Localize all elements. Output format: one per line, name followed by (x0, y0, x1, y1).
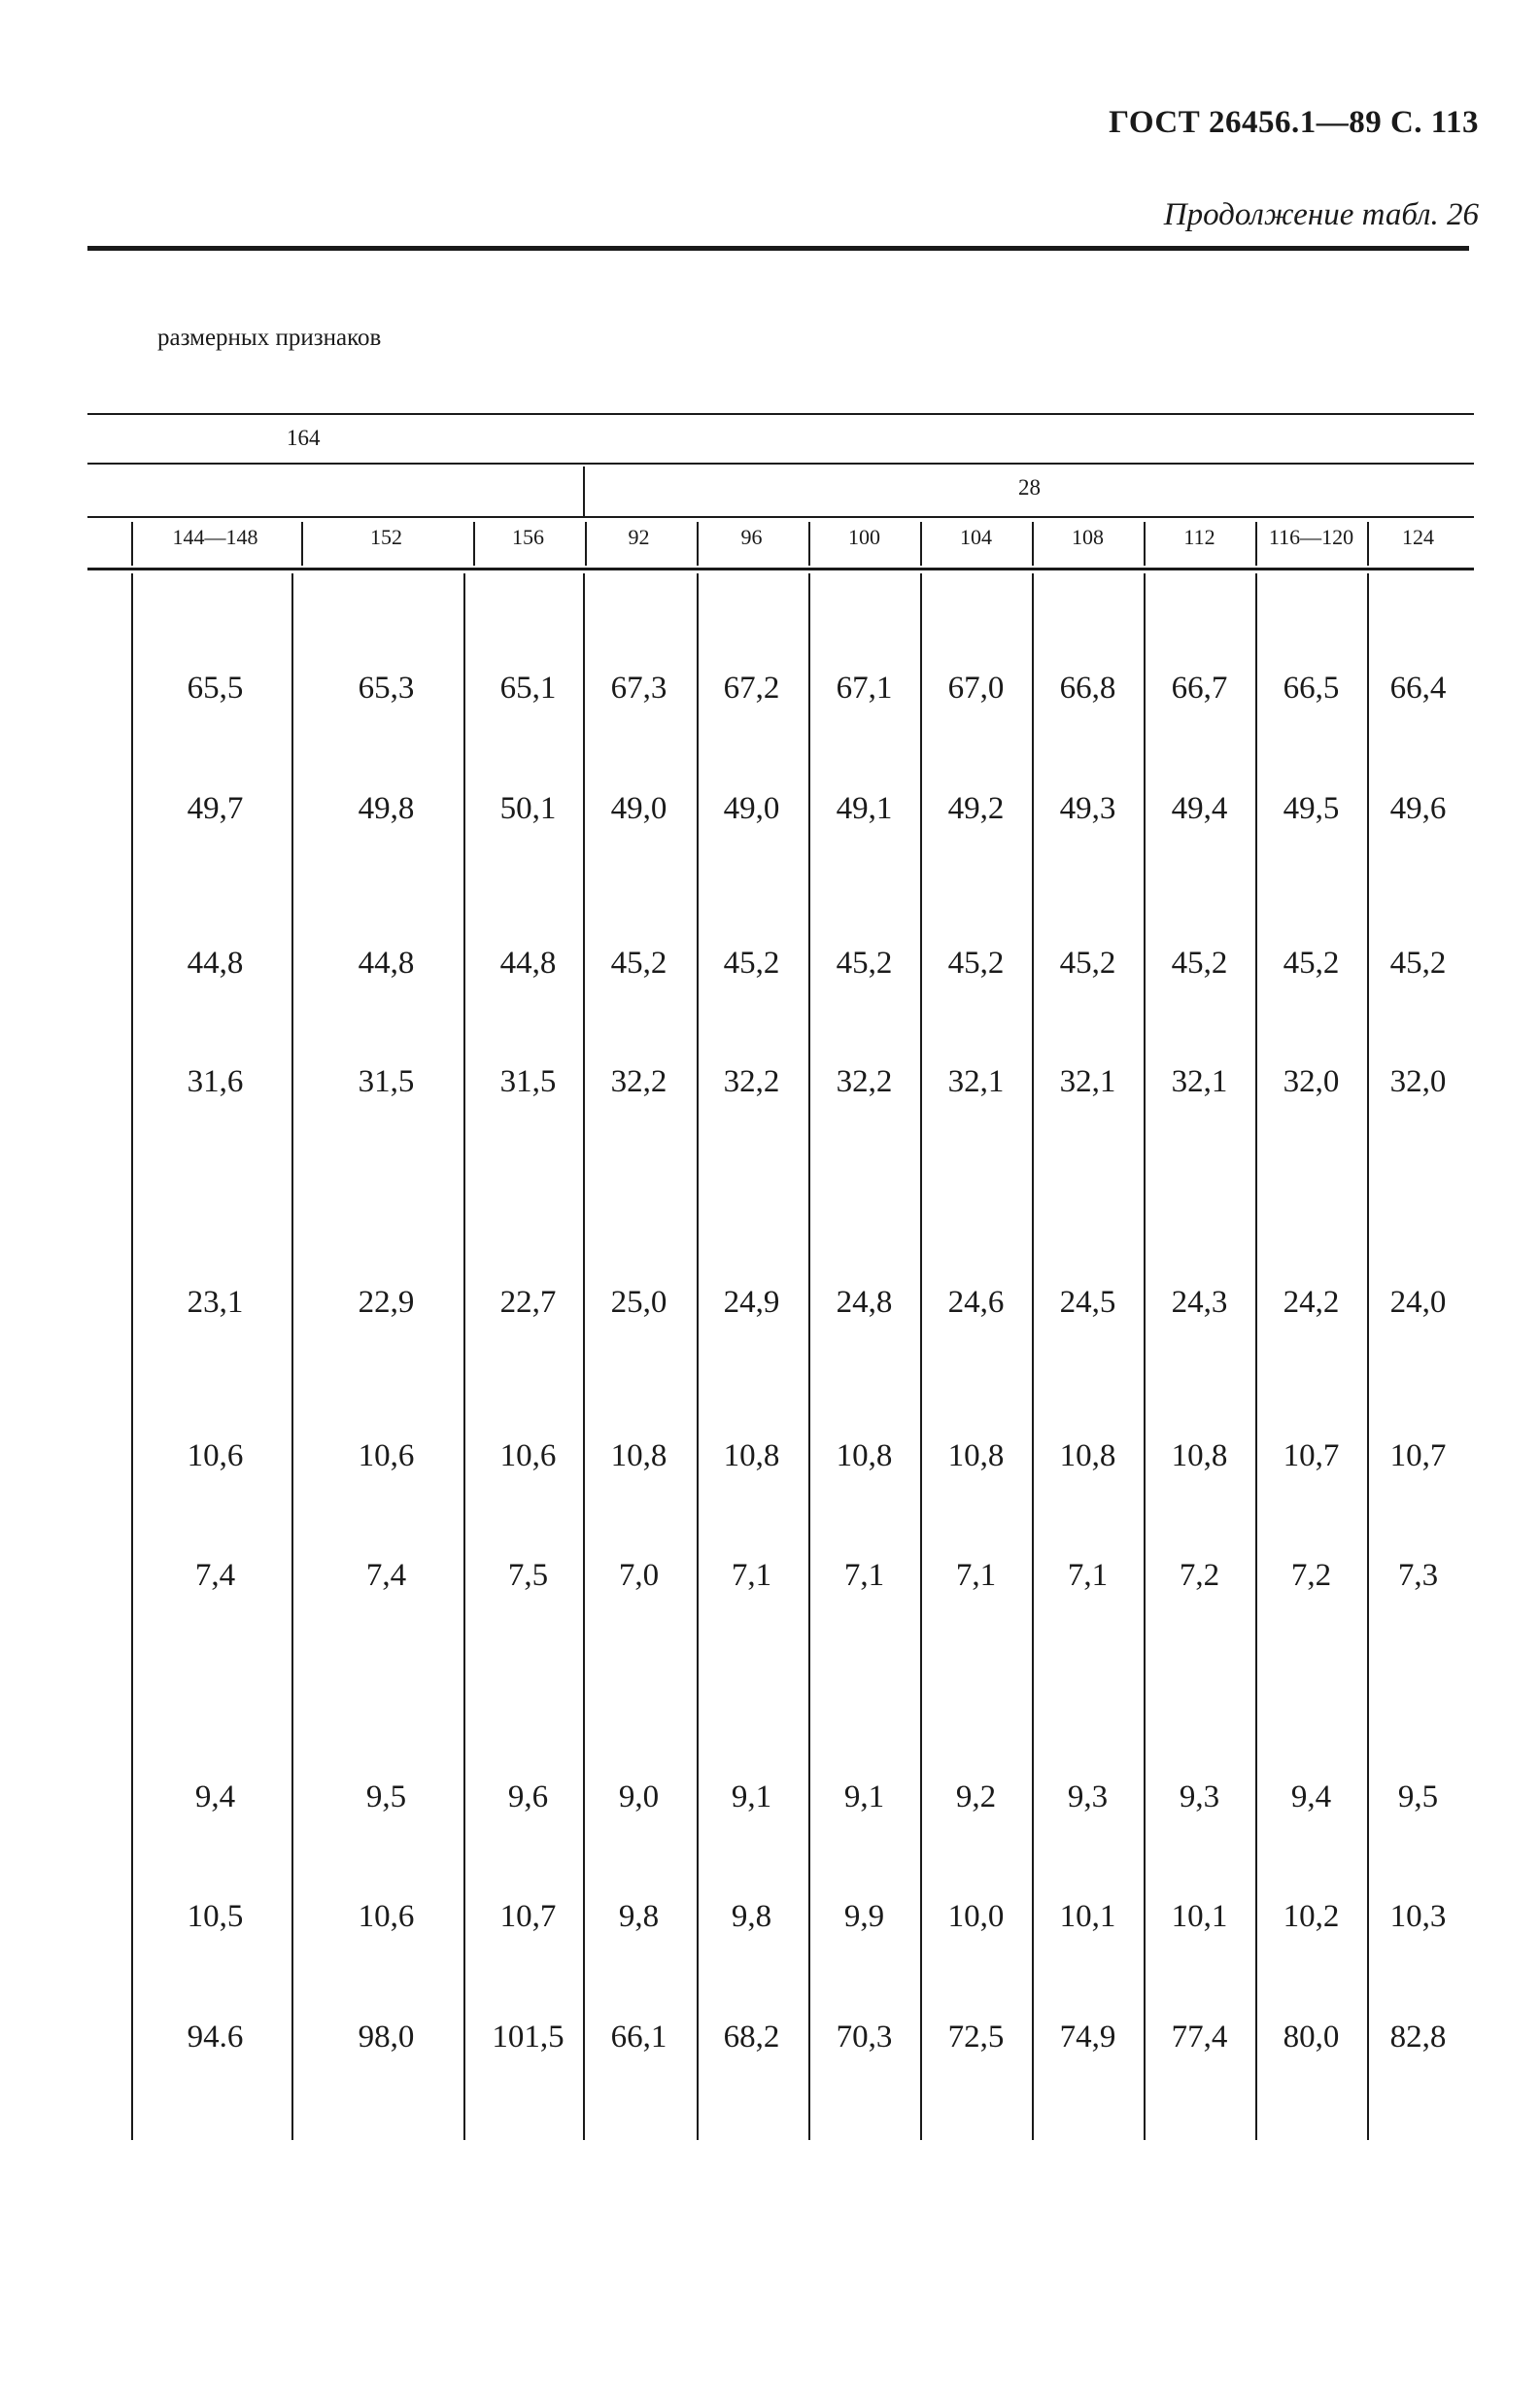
table-cell: 31,6 (187, 1064, 244, 1099)
table-cell: 7,1 (843, 1558, 885, 1593)
column-header: 144—148 (172, 525, 258, 549)
table-cell: 31,5 (358, 1064, 415, 1099)
table-cell: 7,4 (194, 1558, 236, 1593)
table-cell: 74,9 (1059, 2020, 1116, 2055)
table-cell: 10,1 (1059, 1899, 1116, 1934)
table-cell: 7,4 (365, 1558, 407, 1593)
table-cell: 44,8 (358, 946, 415, 981)
table-cell: 66,1 (610, 2020, 667, 2055)
table-cell: 80,0 (1283, 2020, 1340, 2055)
table-cell: 24,3 (1171, 1285, 1228, 1320)
table-cell: 49,1 (836, 791, 893, 826)
table-cell: 9,1 (731, 1779, 772, 1814)
table-cell: 24,9 (723, 1285, 780, 1320)
table-cell: 67,1 (836, 671, 893, 706)
table-cell: 49,6 (1389, 791, 1447, 826)
table-cell: 77,4 (1171, 2020, 1228, 2055)
table-cell: 10,6 (187, 1438, 244, 1473)
table-cell: 24,2 (1283, 1285, 1340, 1320)
table-cell: 32,2 (610, 1064, 667, 1099)
table-cell: 49,7 (187, 791, 244, 826)
column-header: 152 (370, 525, 402, 549)
table-cell: 70,3 (836, 2020, 893, 2055)
table-cell: 66,4 (1389, 671, 1447, 706)
table-cell: 66,7 (1171, 671, 1228, 706)
table-cell: 32,1 (1171, 1064, 1228, 1099)
table-cell: 25,0 (610, 1285, 667, 1320)
table-continuation-label: Продолжение табл. 26 (1163, 197, 1479, 232)
table-cell: 9,2 (955, 1779, 997, 1814)
table-cell: 9,3 (1067, 1779, 1109, 1814)
table-cell: 9,6 (507, 1779, 549, 1814)
table-cell: 98,0 (358, 2020, 415, 2055)
table-cell: 10,8 (947, 1438, 1005, 1473)
table-cell: 49,3 (1059, 791, 1116, 826)
table-cell: 50,1 (499, 791, 557, 826)
table-cell: 66,5 (1283, 671, 1340, 706)
table-cell: 45,2 (1283, 946, 1340, 981)
table-cell: 67,0 (947, 671, 1005, 706)
table-cell: 68,2 (723, 2020, 780, 2055)
column-header: 124 (1402, 525, 1434, 549)
table-cell: 7,0 (618, 1558, 660, 1593)
table-cell: 7,1 (731, 1558, 772, 1593)
table-cell: 66,8 (1059, 671, 1116, 706)
table-cell: 10,8 (610, 1438, 667, 1473)
table-cell: 9,4 (194, 1779, 236, 1814)
table-cell: 10,7 (499, 1899, 557, 1934)
table-cell: 10,8 (723, 1438, 780, 1473)
table-cell: 10,6 (358, 1899, 415, 1934)
table-cell: 7,5 (507, 1558, 549, 1593)
table-cell: 9,9 (843, 1899, 885, 1934)
table-cell: 32,1 (947, 1064, 1005, 1099)
table-cell: 9,0 (618, 1779, 660, 1814)
table-cell: 9,8 (731, 1899, 772, 1934)
table-cell: 49,8 (358, 791, 415, 826)
table-cell: 45,2 (723, 946, 780, 981)
table-cell: 65,5 (187, 671, 244, 706)
header-rule-2 (87, 463, 1474, 465)
table-cell: 9,1 (843, 1779, 885, 1814)
column-header: 116—120 (1268, 525, 1354, 549)
column-header: 92 (628, 525, 650, 549)
table-cell: 49,0 (610, 791, 667, 826)
table-cell: 65,3 (358, 671, 415, 706)
table-cell: 10,7 (1389, 1438, 1447, 1473)
table-cell: 44,8 (187, 946, 244, 981)
table-cell: 67,3 (610, 671, 667, 706)
table-cell: 82,8 (1389, 2020, 1447, 2055)
table-cell: 7,2 (1290, 1558, 1332, 1593)
table-cell: 9,3 (1179, 1779, 1220, 1814)
table-cell: 32,0 (1389, 1064, 1447, 1099)
table-cell: 10,8 (836, 1438, 893, 1473)
section-label: размерных признаков (157, 325, 382, 351)
table-cell: 101,5 (492, 2020, 565, 2055)
table-cell: 45,2 (1059, 946, 1116, 981)
table-cell: 10,7 (1283, 1438, 1340, 1473)
table-cell: 24,5 (1059, 1285, 1116, 1320)
table-cell: 22,7 (499, 1285, 557, 1320)
column-header: 96 (740, 525, 763, 549)
column-header: 104 (960, 525, 992, 549)
table-cell: 9,5 (1397, 1779, 1439, 1814)
table-cell: 9,8 (618, 1899, 660, 1934)
table-cell: 32,2 (723, 1064, 780, 1099)
page-header-title: ГОСТ 26456.1—89 С. 113 (1109, 105, 1479, 140)
table-cell: 10,1 (1171, 1899, 1228, 1934)
table-cell: 10,2 (1283, 1899, 1340, 1934)
table-cell: 45,2 (1389, 946, 1447, 981)
table-cell: 67,2 (723, 671, 780, 706)
table-cell: 9,5 (365, 1779, 407, 1814)
column-header: 112 (1183, 525, 1215, 549)
table-cell: 24,8 (836, 1285, 893, 1320)
column-header: 156 (512, 525, 544, 549)
table-cell: 7,2 (1179, 1558, 1220, 1593)
table-cell: 10,0 (947, 1899, 1005, 1934)
table-cell: 49,2 (947, 791, 1005, 826)
group-label-164: 164 (287, 426, 321, 450)
table-cell: 94.6 (187, 2020, 244, 2055)
table-cell: 65,1 (499, 671, 557, 706)
table-cell: 10,6 (499, 1438, 557, 1473)
header-rule-1 (87, 413, 1474, 415)
column-header: 100 (848, 525, 880, 549)
table-cell: 22,9 (358, 1285, 415, 1320)
table-cell: 7,1 (1067, 1558, 1109, 1593)
table-cell: 49,5 (1283, 791, 1340, 826)
header-rule-4 (87, 568, 1474, 570)
header-rule-3 (87, 516, 1474, 518)
table-cell: 10,5 (187, 1899, 244, 1934)
table-cell: 44,8 (499, 946, 557, 981)
group-divider (583, 466, 585, 517)
table-cell: 45,2 (1171, 946, 1228, 981)
table-cell: 31,5 (499, 1064, 557, 1099)
table-cell: 45,2 (947, 946, 1005, 981)
table-cell: 49,4 (1171, 791, 1228, 826)
table-cell: 23,1 (187, 1285, 244, 1320)
table-cell: 10,3 (1389, 1899, 1447, 1934)
table-cell: 24,6 (947, 1285, 1005, 1320)
table-cell: 45,2 (610, 946, 667, 981)
column-header: 108 (1072, 525, 1104, 549)
table-cell: 7,3 (1397, 1558, 1439, 1593)
table-cell: 10,8 (1171, 1438, 1228, 1473)
table-cell: 45,2 (836, 946, 893, 981)
table-cell: 10,8 (1059, 1438, 1116, 1473)
table-cell: 9,4 (1290, 1779, 1332, 1814)
group-label-28: 28 (1018, 475, 1041, 500)
table-cell: 72,5 (947, 2020, 1005, 2055)
table-cell: 10,6 (358, 1438, 415, 1473)
table-cell: 7,1 (955, 1558, 997, 1593)
table-cell: 32,2 (836, 1064, 893, 1099)
table-cell: 32,0 (1283, 1064, 1340, 1099)
top-thick-rule (87, 246, 1469, 251)
table-cell: 24,0 (1389, 1285, 1447, 1320)
table-cell: 49,0 (723, 791, 780, 826)
table-cell: 32,1 (1059, 1064, 1116, 1099)
